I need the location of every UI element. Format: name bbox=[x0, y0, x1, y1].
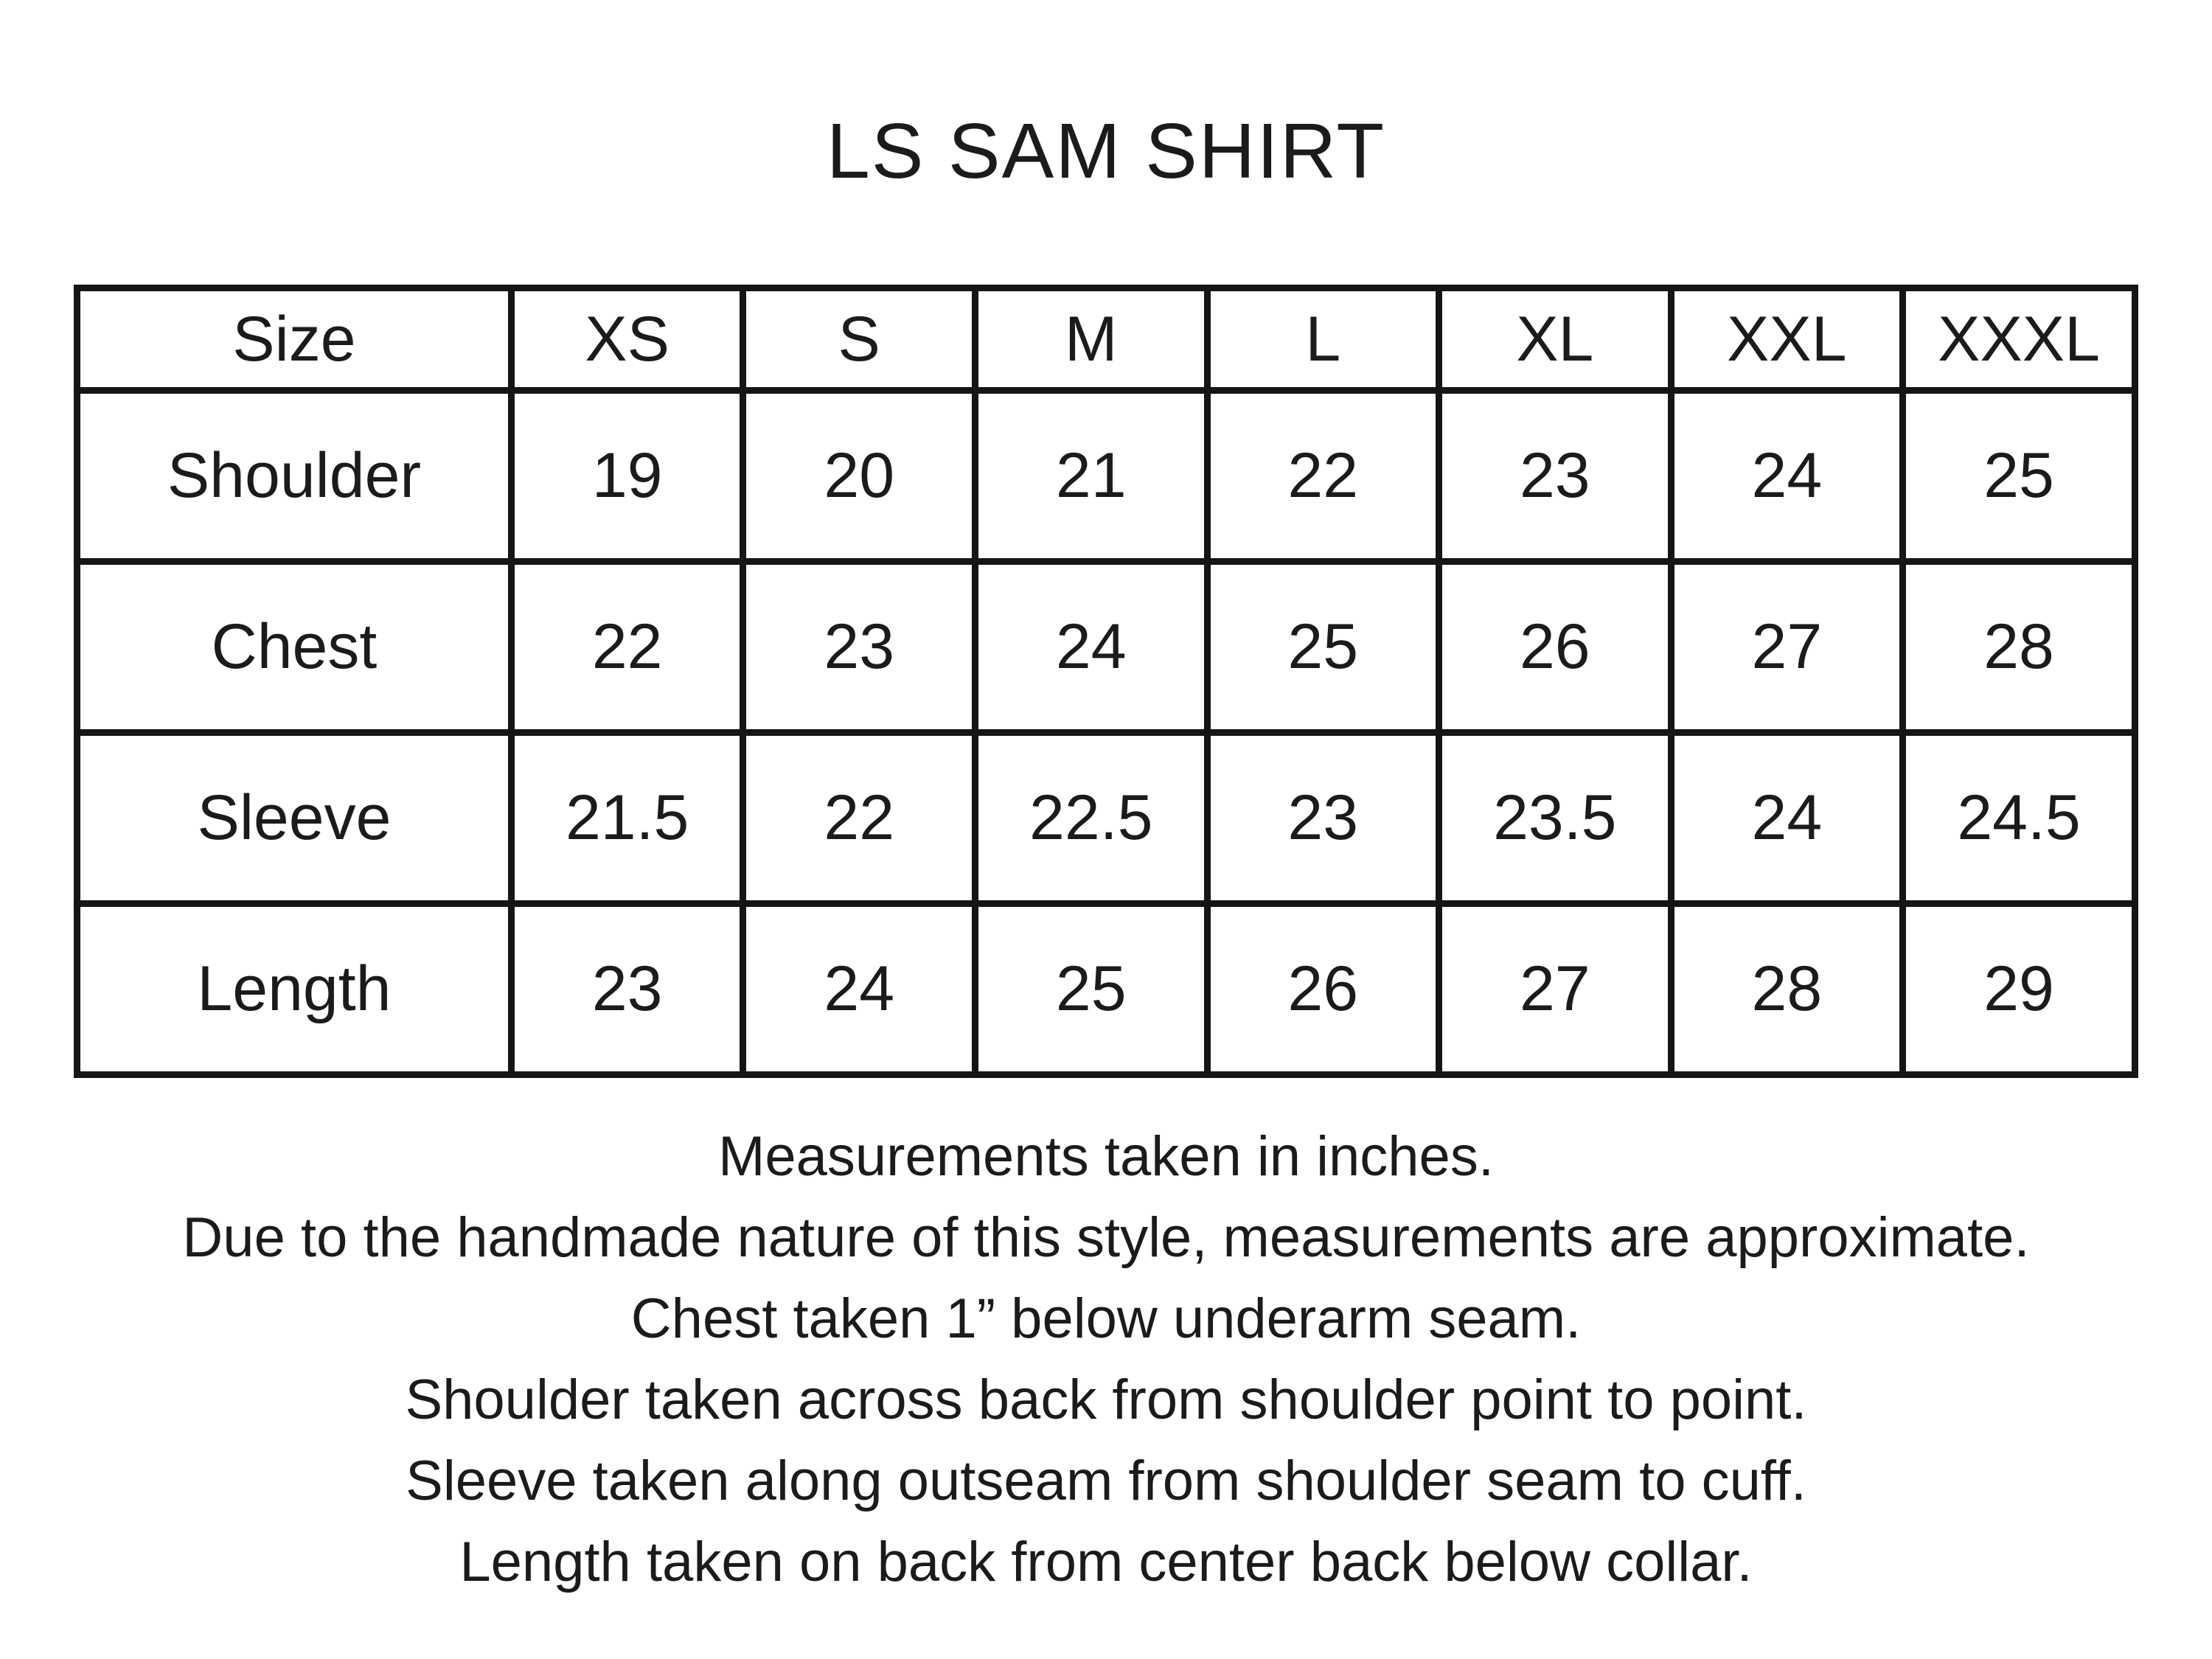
note-sleeve: Sleeve taken along outseam from shoulder seam to cuff. bbox=[406, 1450, 1806, 1512]
table-cell-chest-xxl: 27 bbox=[1671, 562, 1903, 733]
table-row-chest bbox=[77, 562, 2135, 733]
table-cell-sleeve-l: 23 bbox=[1207, 733, 1439, 904]
header-cell-xxl: XXL bbox=[1671, 288, 1903, 391]
table-cell-shoulder-l: 22 bbox=[1207, 391, 1439, 562]
header-cell-s: S bbox=[743, 288, 975, 391]
header-cell-l: L bbox=[1207, 288, 1439, 391]
page-title: LS SAM SHIRT bbox=[826, 108, 1386, 195]
header-cell-xs: XS bbox=[511, 288, 743, 391]
table-cell-shoulder-xl: 23 bbox=[1439, 391, 1672, 562]
row-label-shoulder: Shoulder bbox=[77, 391, 512, 562]
note-length: Length taken on back from center back below collar. bbox=[459, 1531, 1753, 1593]
table-row-shoulder bbox=[77, 391, 2135, 562]
table-cell-chest-xxxl: 28 bbox=[1903, 562, 2135, 733]
table-cell-length-xs: 23 bbox=[511, 904, 743, 1075]
table-cell-sleeve-xxl: 24 bbox=[1671, 733, 1903, 904]
table-cell-length-xl: 27 bbox=[1439, 904, 1672, 1075]
table-cell-chest-xl: 26 bbox=[1439, 562, 1672, 733]
header-cell-xxxl: XXXL bbox=[1903, 288, 2135, 391]
table-cell-length-m: 25 bbox=[975, 904, 1207, 1075]
table-cell-shoulder-xxxl: 25 bbox=[1903, 391, 2135, 562]
table-cell-shoulder-xs: 19 bbox=[511, 391, 743, 562]
table-row-sleeve bbox=[77, 733, 2135, 904]
table-cell-chest-s: 23 bbox=[743, 562, 975, 733]
row-label-chest: Chest bbox=[77, 562, 512, 733]
table-cell-length-xxxl: 29 bbox=[1903, 904, 2135, 1075]
table-cell-sleeve-xxxl: 24.5 bbox=[1903, 733, 2135, 904]
table-header-row bbox=[77, 288, 2135, 391]
table-cell-sleeve-xs: 21.5 bbox=[511, 733, 743, 904]
table-row-length bbox=[77, 904, 2135, 1075]
row-label-length: Length bbox=[77, 904, 512, 1075]
table-cell-shoulder-s: 20 bbox=[743, 391, 975, 562]
note-handmade: Due to the handmade nature of this style, measurements are approximate. bbox=[182, 1206, 2030, 1269]
measurement-notes bbox=[0, 1116, 2212, 1603]
header-cell-xl: XL bbox=[1439, 288, 1672, 391]
table-cell-shoulder-m: 21 bbox=[975, 391, 1207, 562]
note-chest: Chest taken 1” below underarm seam. bbox=[630, 1287, 1582, 1350]
table-cell-chest-l: 25 bbox=[1207, 562, 1439, 733]
note-units: Measurements taken in inches. bbox=[718, 1125, 1494, 1188]
table-cell-length-s: 24 bbox=[743, 904, 975, 1075]
size-chart-table bbox=[74, 285, 2138, 1078]
table-cell-shoulder-xxl: 24 bbox=[1671, 391, 1903, 562]
row-label-sleeve: Sleeve bbox=[77, 733, 512, 904]
header-cell-size: Size bbox=[77, 288, 512, 391]
table-cell-length-xxl: 28 bbox=[1671, 904, 1903, 1075]
table-cell-sleeve-xl: 23.5 bbox=[1439, 733, 1672, 904]
table-cell-sleeve-m: 22.5 bbox=[975, 733, 1207, 904]
note-shoulder: Shoulder taken across back from shoulder point to point. bbox=[405, 1368, 1807, 1431]
table-cell-sleeve-s: 22 bbox=[743, 733, 975, 904]
table-cell-length-l: 26 bbox=[1207, 904, 1439, 1075]
table-cell-chest-m: 24 bbox=[975, 562, 1207, 733]
table-cell-chest-xs: 22 bbox=[511, 562, 743, 733]
header-cell-m: M bbox=[975, 288, 1207, 391]
